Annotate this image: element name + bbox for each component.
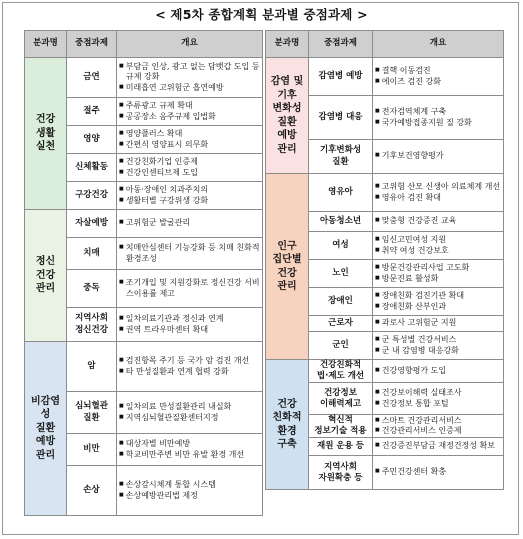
summary-item: ■ 손상예방관리법 제정 [119,491,260,501]
task-cell: 손상 [67,466,117,516]
summary-cell [373,260,504,288]
category-cell: 정신 건강 관리 [25,210,67,342]
summary-item: ■ 일차의료기관과 정신과 연계 [119,314,260,324]
task-cell: 여성 [309,232,373,260]
summary-cell [373,383,504,415]
category-cell: 인구 집단별 건강 관리 [266,174,309,360]
summary-item: ■ 방문진료 활성화 [375,274,501,284]
task-cell: 지역사회 정신건강 [67,308,117,342]
summary-item: ■ 영유아 검진 확대 [375,193,501,203]
summary-item: ■ 고위험군 발굴관리 [119,218,260,228]
task-cell: 중독 [67,270,117,308]
task-cell: 건강친화적 법·제도 개선 [309,360,373,383]
summary-item: ■ 지역심뇌혈관질환센터지정 [119,413,260,423]
summary-cell [373,456,504,490]
summary-item: ■ 조기개입 및 지원강화로 정신건강 서비스이용률 제고 [119,278,260,299]
summary-cell [117,308,263,342]
summary-item: ■ 치매안심센터 기능강화 등 치매 친화적 환경조성 [119,243,260,264]
task-cell: 영양 [67,126,117,154]
summary-cell [117,98,263,126]
summary-list [119,218,260,228]
summary-cell [117,182,263,210]
table-row [266,174,504,212]
summary-list [119,129,260,150]
summary-cell [373,316,504,332]
summary-list [375,216,501,226]
task-cell: 아동청소년 [309,212,373,232]
summary-item: ■ 맞춤형 건강증진 교육 [375,216,501,226]
table-row [25,342,263,392]
task-cell: 혁신적 정보기술 적용 [309,415,373,438]
summary-cell [117,466,263,516]
summary-cell [373,438,504,456]
summary-item: ■ 주류광고 규제 확대 [119,101,260,111]
summary-cell [373,288,504,316]
summary-item: ■ 기후보건영향평가 [375,151,501,161]
summary-item: ■ 고위험 산모 신생아 의료체계 개선 [375,182,501,192]
task-cell: 지역사회 자원확충 등 [309,456,373,490]
summary-item: ■ 건강영향평가 도입 [375,366,501,376]
category-cell: 감염 및 기후 변화성 질환 예방 관리 [266,58,309,174]
summary-item: ■ 국가예방접종지원 질 강화 [375,118,501,128]
summary-list [375,151,501,161]
summary-cell [373,232,504,260]
summary-cell [373,332,504,360]
summary-cell [373,415,504,438]
summary-list [375,416,501,437]
summary-list [119,185,260,206]
task-cell: 감염병 대응 [309,96,373,140]
summary-list [119,278,260,299]
summary-item: ■ 권역 트라우마센터 확대 [119,325,260,335]
summary-cell [117,238,263,270]
task-cell: 치매 [67,238,117,270]
summary-item: ■ 일차의료 만성질환관리 내실화 [119,402,260,412]
summary-list [119,439,260,460]
summary-item: ■ 타 만성질환과 연계 협력 강화 [119,367,260,377]
summary-list [375,235,501,256]
right-table [265,30,504,490]
task-cell: 구강건강 [67,182,117,210]
summary-list [375,291,501,312]
task-cell: 근로자 [309,316,373,332]
summary-item: ■ 대상자별 비만예방 [119,439,260,449]
category-cell: 건강 생활 실천 [25,58,67,210]
table-row [25,58,263,98]
summary-list [119,314,260,335]
summary-cell [373,212,504,232]
task-cell: 노인 [309,260,373,288]
summary-list [119,157,260,178]
header-task: 중점과제 [67,31,117,58]
summary-item: ■ 스마트 건강관리서비스 [375,416,501,426]
summary-item: ■ 주민건강센터 확충 [375,467,501,477]
task-cell: 장애인 [309,288,373,316]
summary-item: ■ 영양플러스 확대 [119,129,260,139]
table-row [266,58,504,96]
summary-item: ■ 과로사 고위험군 지원 [375,318,501,328]
summary-cell [117,154,263,182]
summary-item: ■ 건강증진부담금 재정건정성 확보 [375,441,501,451]
task-cell: 비만 [67,434,117,466]
header-summary: 개요 [373,31,504,58]
summary-list [119,356,260,377]
task-cell: 자살예방 [67,210,117,238]
summary-list [375,318,501,328]
summary-item: ■ 생활터별 구강위생 강화 [119,196,260,206]
task-cell: 심뇌혈관 질환 [67,392,117,434]
category-cell: 비감염 성 질환 예방 관리 [25,342,67,516]
summary-list [375,441,501,451]
summary-list [375,107,501,128]
summary-cell [117,270,263,308]
summary-item: ■ 결핵 이동검진 [375,66,501,76]
summary-cell [117,210,263,238]
header-summary: 개요 [117,31,263,58]
category-cell: 건강 친화적 환경 구축 [266,360,309,490]
summary-list [375,263,501,284]
task-cell: 신체활동 [67,154,117,182]
summary-cell [373,174,504,212]
summary-cell [117,392,263,434]
summary-list [119,101,260,122]
summary-list [375,467,501,477]
summary-item: ■ 건강관리서비스 인증제 [375,426,501,436]
summary-item: ■ 건강친화기업 인증제 [119,157,260,167]
summary-cell [373,140,504,174]
header-category: 분과명 [266,31,309,58]
summary-item: ■ 공공장소 음주규제 입법화 [119,112,260,122]
header-category: 분과명 [25,31,67,58]
summary-item: ■ 장애친화 산부인과 [375,302,501,312]
summary-item: ■ 미래흡연 고위험군 흡연예방 [119,83,260,93]
task-cell: 절주 [67,98,117,126]
summary-cell [117,434,263,466]
summary-item: ■ 학교비만주변 비만 유발 환경 개선 [119,450,260,460]
summary-cell [117,342,263,392]
summary-cell [373,58,504,96]
summary-list [375,388,501,409]
summary-list [375,366,501,376]
summary-list [119,62,260,93]
summary-cell [373,96,504,140]
summary-item: ■ 장애친화 검진기관 확대 [375,291,501,301]
task-cell: 금연 [67,58,117,98]
task-cell: 감염병 예방 [309,58,373,96]
left-table [24,30,263,516]
summary-item: ■ 임신고민여성 지원 [375,235,501,245]
task-cell: 재원 운용 등 [309,438,373,456]
summary-item: ■ 건강보이해력 실태조사 [375,388,501,398]
summary-item: ■ 아동·장애인 치과주치의 [119,185,260,195]
summary-item: ■ 전자검역체계 구축 [375,107,501,117]
summary-item: ■ 방문건강관리사업 고도화 [375,263,501,273]
task-cell: 건강정보 이해력제고 [309,383,373,415]
summary-cell [117,126,263,154]
summary-list [375,335,501,356]
summary-list [375,66,501,87]
summary-item: ■ 건강정보 통합 포털 [375,399,501,409]
summary-item: ■ 군 특성별 건강서비스 [375,335,501,345]
task-cell: 군인 [309,332,373,360]
summary-list [119,402,260,423]
summary-item: ■ 취약 여성 건강보호 [375,246,501,256]
task-cell: 영유아 [309,174,373,212]
summary-item: ■ 부담금 인상, 광고 없는 담뱃갑 도입 등 규제 강화 [119,62,260,83]
summary-list [119,243,260,264]
summary-item: ■ 손상감시체계 통합 시스템 [119,480,260,490]
table-row [266,360,504,383]
summary-list [119,480,260,501]
task-cell: 기후변화성 질환 [309,140,373,174]
summary-item: ■ 에이즈 검진 강화 [375,77,501,87]
summary-cell [373,360,504,383]
summary-item: ■ 군 내 감염병 대응강화 [375,346,501,356]
task-cell: 암 [67,342,117,392]
summary-item: ■ 검진항목 주기 등 국가 암 검진 개선 [119,356,260,366]
summary-item: ■ 건강인센티브제 도입 [119,168,260,178]
table-row [25,210,263,238]
header-task: 중점과제 [309,31,373,58]
page-title: < 제5차 종합계획 분과별 중점과제 > [155,7,368,22]
summary-cell [117,58,263,98]
summary-list [375,182,501,203]
summary-item: ■ 간편식 영양표시 의무화 [119,140,260,150]
